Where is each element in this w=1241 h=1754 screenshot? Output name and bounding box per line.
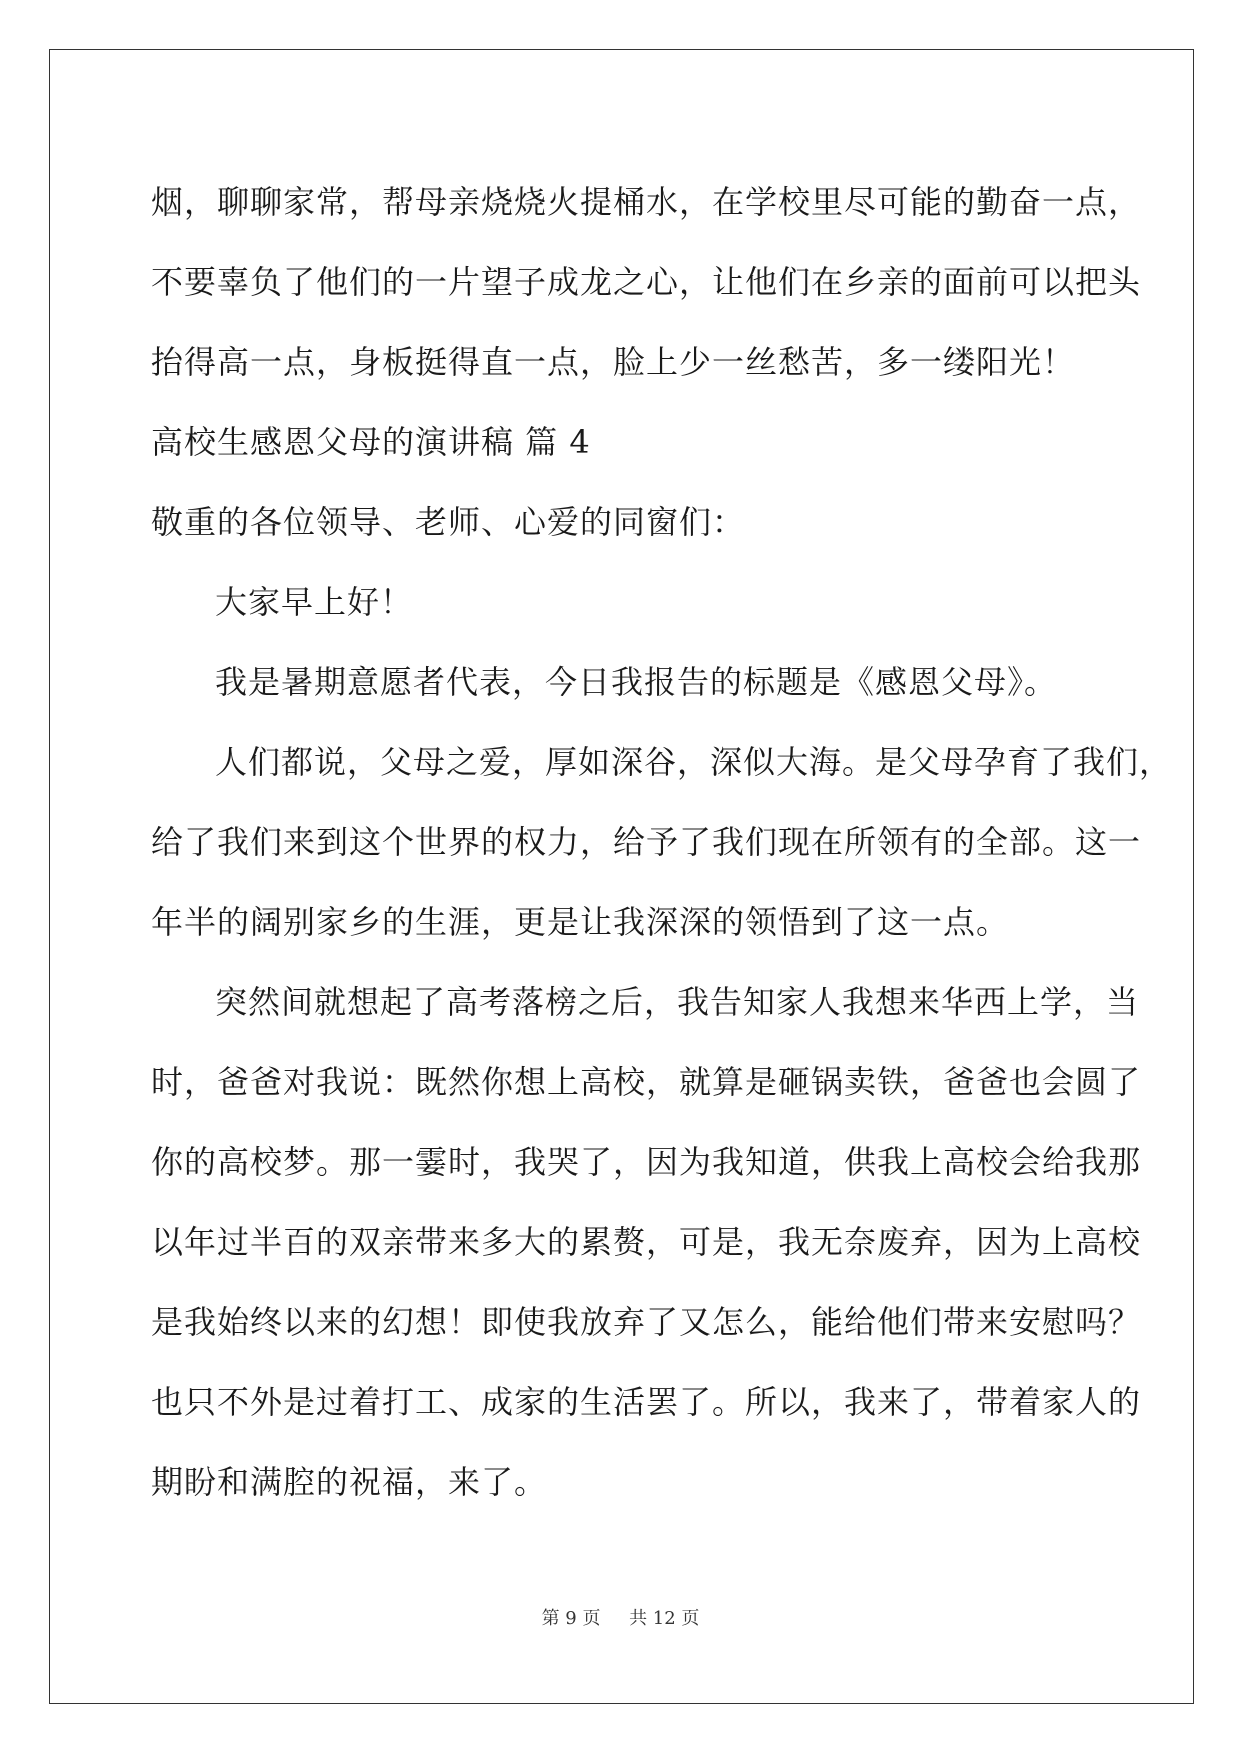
paragraph-start: 突然间就想起了高考落榜之后，我告知家人我想来华西上学，当: [215, 983, 1140, 1021]
page-footer: [0, 1604, 1241, 1630]
section-heading: 高校生感恩父母的演讲稿 篇 4: [151, 423, 591, 461]
body-line: 期盼和满腔的祝福，来了。: [151, 1463, 548, 1501]
salutation: 敬重的各位领导、老师、心爱的同窗们：: [151, 503, 746, 541]
body-line: 以年过半百的双亲带来多大的累赘，可是，我无奈废弃，因为上高校: [151, 1223, 1142, 1261]
paragraph-start: 人们都说，父母之爱，厚如深谷，深似大海。是父母孕育了我们，: [215, 743, 1173, 781]
greeting: 大家早上好！: [215, 583, 414, 621]
body-line: 时，爸爸对我说：既然你想上高校，就算是砸锅卖铁，爸爸也会圆了: [151, 1063, 1142, 1101]
body-line: 是我始终以来的幻想！即使我放弃了又怎么，能给他们带来安慰吗？: [151, 1303, 1142, 1341]
body-line: 年半的阔别家乡的生涯，更是让我深深的领悟到了这一点。: [151, 903, 1010, 941]
body-line: 也只不外是过着打工、成家的生活罢了。所以，我来了，带着家人的: [151, 1383, 1142, 1421]
body-line: 不要辜负了他们的一片望子成龙之心，让他们在乡亲的面前可以把头: [151, 263, 1142, 301]
paragraph-start: 我是暑期意愿者代表，今日我报告的标题是《感恩父母》。: [215, 663, 1058, 701]
body-line: 给了我们来到这个世界的权力，给予了我们现在所领有的全部。这一: [151, 823, 1142, 861]
body-line: 抬得高一点，身板挺得直一点，脸上少一丝愁苦，多一缕阳光！: [151, 343, 1076, 381]
document-body: [151, 162, 1173, 1522]
body-line: 你的高校梦。那一霎时，我哭了，因为我知道，供我上高校会给我那: [151, 1143, 1142, 1181]
page-total: 共 12 页: [629, 1608, 700, 1629]
body-line: 烟，聊聊家常，帮母亲烧烧火提桶水，在学校里尽可能的勤奋一点，: [151, 183, 1142, 221]
page-number: 第 9 页: [541, 1608, 601, 1629]
